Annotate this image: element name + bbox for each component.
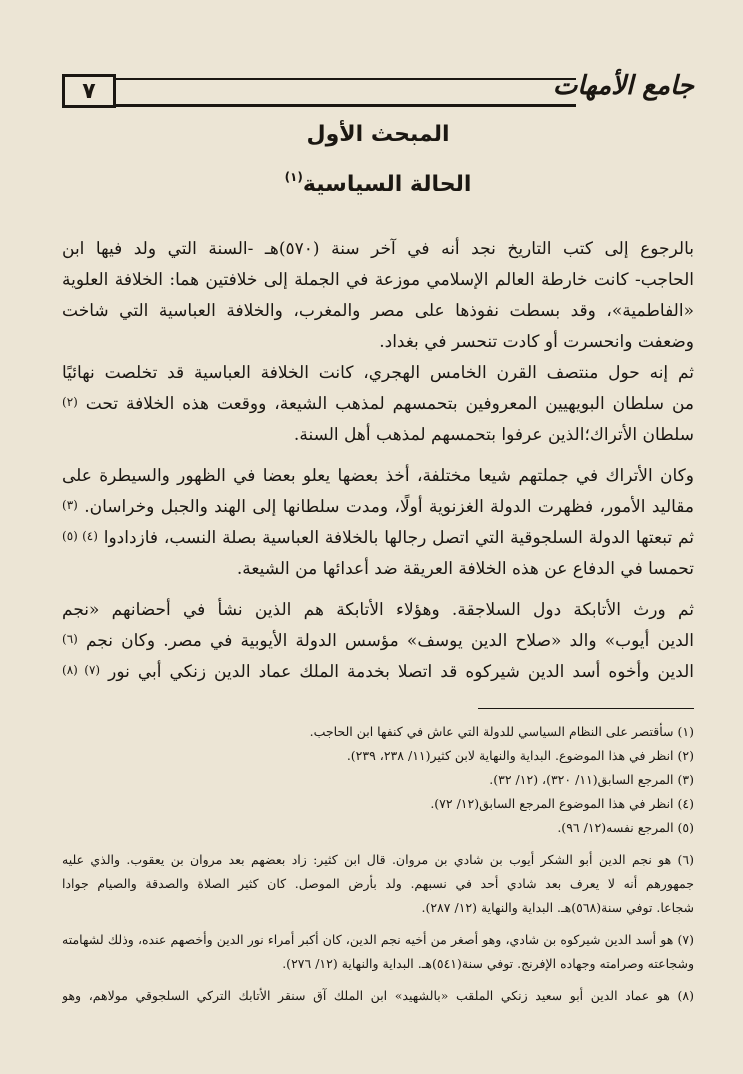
section-title — [62, 172, 694, 197]
book-title-logo: جامع الأمهات — [552, 71, 694, 101]
footnote: (٦) هو نجم الدين أبو الشكر أيوب بن شادي بن مروان. قال ابن كثير: زاد بعضهم بعد مروان بن يعقوب. والذي عليه — [62, 852, 694, 867]
body-line — [62, 595, 694, 626]
header-rule-top — [116, 78, 576, 80]
header-rule-bottom — [116, 104, 576, 107]
footnote: (٢) انظر في هذا الموضوع. البداية والنهاية لابن كثير(١١/ ٢٣٨، ٢٣٩). — [346, 748, 694, 763]
body-line-text: وكان الأتراك في جملتهم شيعا مختلفة، أخذ بعضها يعلو بعضا في الظهور والسيطرة على — [62, 466, 694, 486]
page-header — [62, 62, 694, 114]
footnote-ref: (٣) — [62, 498, 78, 512]
body-line-text: الدين وأخوه أسد الدين شيركوه قد اتصلا بخدمة الملك عماد الدين زنكي أبي نور — [108, 662, 694, 682]
body-line-text: وضعفت وانحسرت أو كادت تنحسر في بغداد. — [379, 332, 694, 352]
body-line-text: «الفاطمية»، وقد بسطت نفوذها على مصر والمغرب، والخلافة العباسية التي شاخت — [62, 301, 694, 321]
body-line-text: ثم ورث الأتابكة دول السلاجقة. وهؤلاء الأتابكة هم الذين نشأ في أحضانهم «نجم — [62, 600, 694, 620]
footnote-separator — [478, 708, 694, 709]
footnote-ref: (٦) — [62, 632, 78, 646]
footnote-continuation: شجاعا. توفي سنة(٥٦٨)هـ. البداية والنهاية (١٢/ ٢٨٧). — [421, 900, 694, 915]
footnote-ref: (٧) (٨) — [62, 663, 101, 677]
page-number-box — [62, 74, 116, 108]
body-line — [62, 492, 694, 523]
body-line — [62, 657, 694, 688]
footnote-ref: (٤) (٥) — [62, 529, 98, 543]
body-line-text: مقاليد الأمور، فظهرت الدولة الغزنوية أولًا، ومدت سلطانها إلى الهند والجبل وخراسان. — [84, 497, 694, 517]
footnote-continuation: جمهورهم أنه لا يعرف بعد شادي أحد في نسبهم. ولد بأرض الموصل. كان كثير الصلاة والصدقة والصيام جوادا — [62, 876, 694, 891]
body-line-text: من سلطان البويهيين المعروفين بتحمسهم لمذهب الشيعة، ووقعت هذه الخلافة تحت — [85, 394, 694, 414]
section-title-footnote-ref: (١) — [284, 170, 303, 184]
body-line-text: تحمسا في الدفاع عن هذه الخلافة العريقة ضد أعدائها من الشيعة. — [236, 559, 694, 579]
footnote-continuation: وشجاعته وصرامته وجهاده الإفرنج. توفي سنة(٥٤١)هـ. البداية والنهاية (١٢/ ٢٧٦). — [282, 956, 694, 971]
body-line — [62, 327, 694, 358]
body-line — [62, 234, 694, 265]
page-number: ٧ — [82, 78, 96, 104]
body-text — [62, 234, 694, 688]
body-line — [62, 389, 694, 420]
body-line — [62, 420, 694, 451]
footnote: (٤) انظر في هذا الموضوع المرجع السابق(١٢/ ٧٢). — [430, 796, 694, 811]
body-line — [62, 265, 694, 296]
body-line-text: سلطان الأتراك؛الذين عرفوا بتحمسهم لمذهب أهل السنة. — [293, 425, 694, 445]
body-line — [62, 358, 694, 389]
body-line — [62, 296, 694, 327]
footnote: (١) سأقتصر على النظام السياسي للدولة التي عاش في كنفها ابن الحاجب. — [309, 724, 694, 739]
body-line-text: ثم إنه حول منتصف القرن الخامس الهجري، كانت الخلافة العباسية قد تخلصت نهائيًا — [62, 363, 694, 383]
footnote-ref: (٢) — [62, 395, 78, 409]
body-line-text: بالرجوع إلى كتب التاريخ نجد أنه في آخر سنة (٥٧٠)هـ -السنة التي ولد فيها ابن — [62, 239, 694, 259]
footnote: (٨) هو عماد الدين أبو سعيد زنكي الملقب «بالشهيد» ابن الملك آق سنقر الأتابك التركي السلجوقي مولاهم، وهو — [62, 988, 694, 1003]
footnote: (٧) هو أسد الدين شيركوه بن شادي، وهو أصغر من أخيه نجم الدين، كان أكبر أمراء نور الدين وأخصهم عنده، وذلك لشهامته — [62, 932, 694, 947]
body-line-text: الحاجب- كانت خارطة العالم الإسلامي موزعة في الجملة إلى خلافتين هما: الخلافة العلوية — [62, 270, 694, 290]
body-line — [62, 554, 694, 585]
body-line — [62, 461, 694, 492]
body-line-text: الدين أيوب» والد «صلاح الدين يوسف» مؤسس الدولة الأيوبية في مصر. وكان نجم — [85, 631, 694, 651]
chapter-title: المبحث الأول — [306, 122, 450, 147]
body-line-text: ثم تبعتها الدولة السلجوقية التي اتصل رجالها بالخلافة العباسية بصلة النسب، فازدادوا — [103, 528, 694, 548]
section-title-text: الحالة السياسية — [302, 172, 472, 197]
footnote: (٣) المرجع السابق(١١/ ٣٢٠)، (١٢/ ٣٢). — [489, 772, 694, 787]
body-line — [62, 626, 694, 657]
body-line — [62, 523, 694, 554]
footnotes — [62, 720, 694, 1008]
footnote: (٥) المرجع نفسه(١٢/ ٩٦). — [557, 820, 694, 835]
